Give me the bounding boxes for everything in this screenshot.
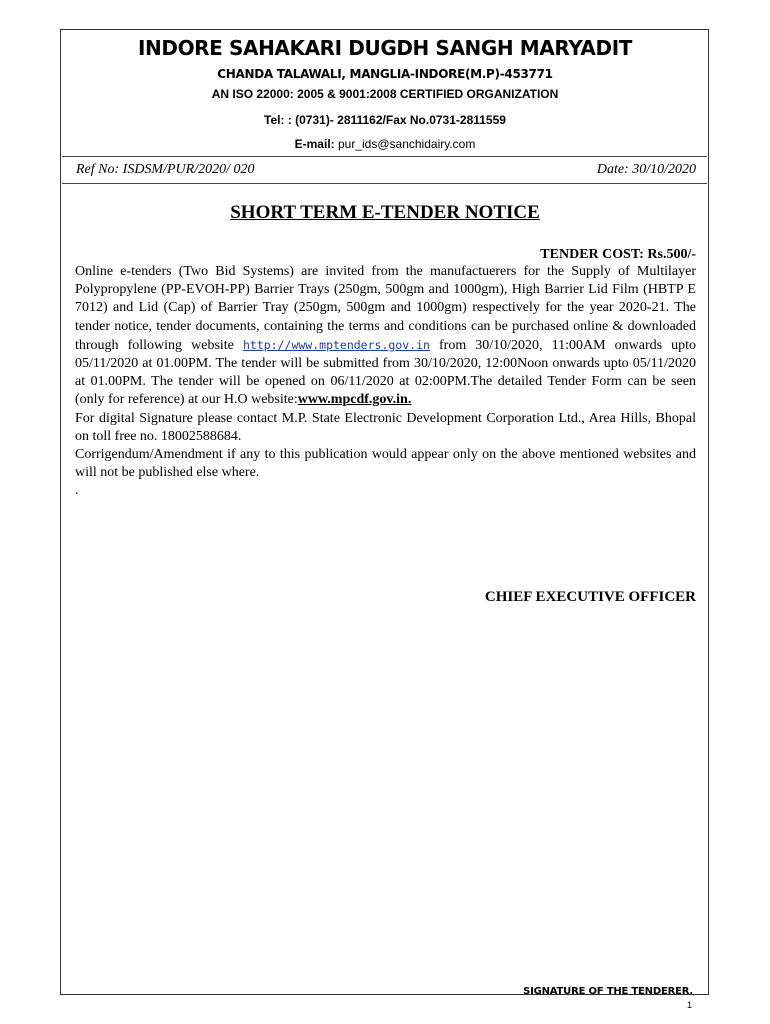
header-divider bbox=[62, 156, 707, 157]
tenderer-signature-label: SIGNATURE OF THE TENDERER. bbox=[523, 986, 693, 997]
ho-website-link[interactable]: www.mpcdf.gov.in. bbox=[297, 392, 412, 408]
reference-number: Ref No: ISDSM/PUR/2020/ 020 bbox=[76, 162, 255, 177]
email-line bbox=[60, 137, 710, 151]
organization-address: CHANDA TALAWALI, MANGLIA-INDORE(M.P)-453771 bbox=[217, 67, 553, 81]
certification-line: AN ISO 22000: 2005 & 9001:2008 CERTIFIED ORGANIZATION bbox=[211, 87, 559, 101]
corrigendum-paragraph: Corrigendum/Amendment if any to this publication would appear only on the above mentioned websites and will not be published else where. bbox=[75, 447, 696, 481]
organization-name: INDORE SAHAKARI DUGDH SANGH MARYADIT bbox=[137, 36, 632, 60]
page-number: 1 bbox=[686, 1000, 692, 1010]
email-address: pur_ids@sanchidairy.com bbox=[334, 137, 476, 151]
telephone-line: Tel: : (0731)- 2811162/Fax No.0731-2811559 bbox=[264, 113, 506, 127]
notice-date: Date: 30/10/2020 bbox=[596, 162, 696, 177]
chief-executive-officer: CHIEF EXECUTIVE OFFICER bbox=[484, 589, 696, 605]
paragraph-text: Online e-tenders (Two Bid Systems) are invited from the manufactuerers for the Supply of Multilayer Polypropylene (PP-EVOH-PP) Barrier Trays (250gm, 500gm and 1000gm), High Barrier Lid Film (HBTP E 7012) and Lid (Cap) of Barrier Tray (250gm, 500gm and 1000gm) respectively for the year 2020-21. The tender notice, tender documents, containing the terms and conditions can be purchased online & downloaded through following website bbox=[75, 264, 696, 353]
digital-signature-paragraph: For digital Signature please contact M.P. State Electronic Development Corporation Ltd., Area Hills, Bhopal on toll free no. 18002588684. bbox=[75, 410, 696, 444]
notice-title: SHORT TERM E-TENDER NOTICE bbox=[230, 202, 540, 223]
notice-body bbox=[75, 263, 696, 501]
reference-divider bbox=[62, 183, 707, 184]
notice-paragraph-main bbox=[75, 263, 696, 410]
mptenders-link[interactable]: http://www.mptenders.gov.in bbox=[242, 337, 430, 352]
trailing-dot: . bbox=[75, 483, 79, 499]
paragraph-text: from 30/10/2020, 11:00AM onwards upto 05/11/2020 at 01.00PM. The tender will be submitted from 30/10/2020, 12:00Noon onwards upto 05/11/2020 at 01.00PM. The tender will be opened on 06/11/2020 at 02:00PM.The detailed Tender Form can be seen (only for reference) at our H.O website: bbox=[75, 337, 697, 408]
email-label: E-mail: bbox=[294, 137, 335, 151]
tender-cost: TENDER COST: Rs.500/- bbox=[540, 247, 696, 262]
